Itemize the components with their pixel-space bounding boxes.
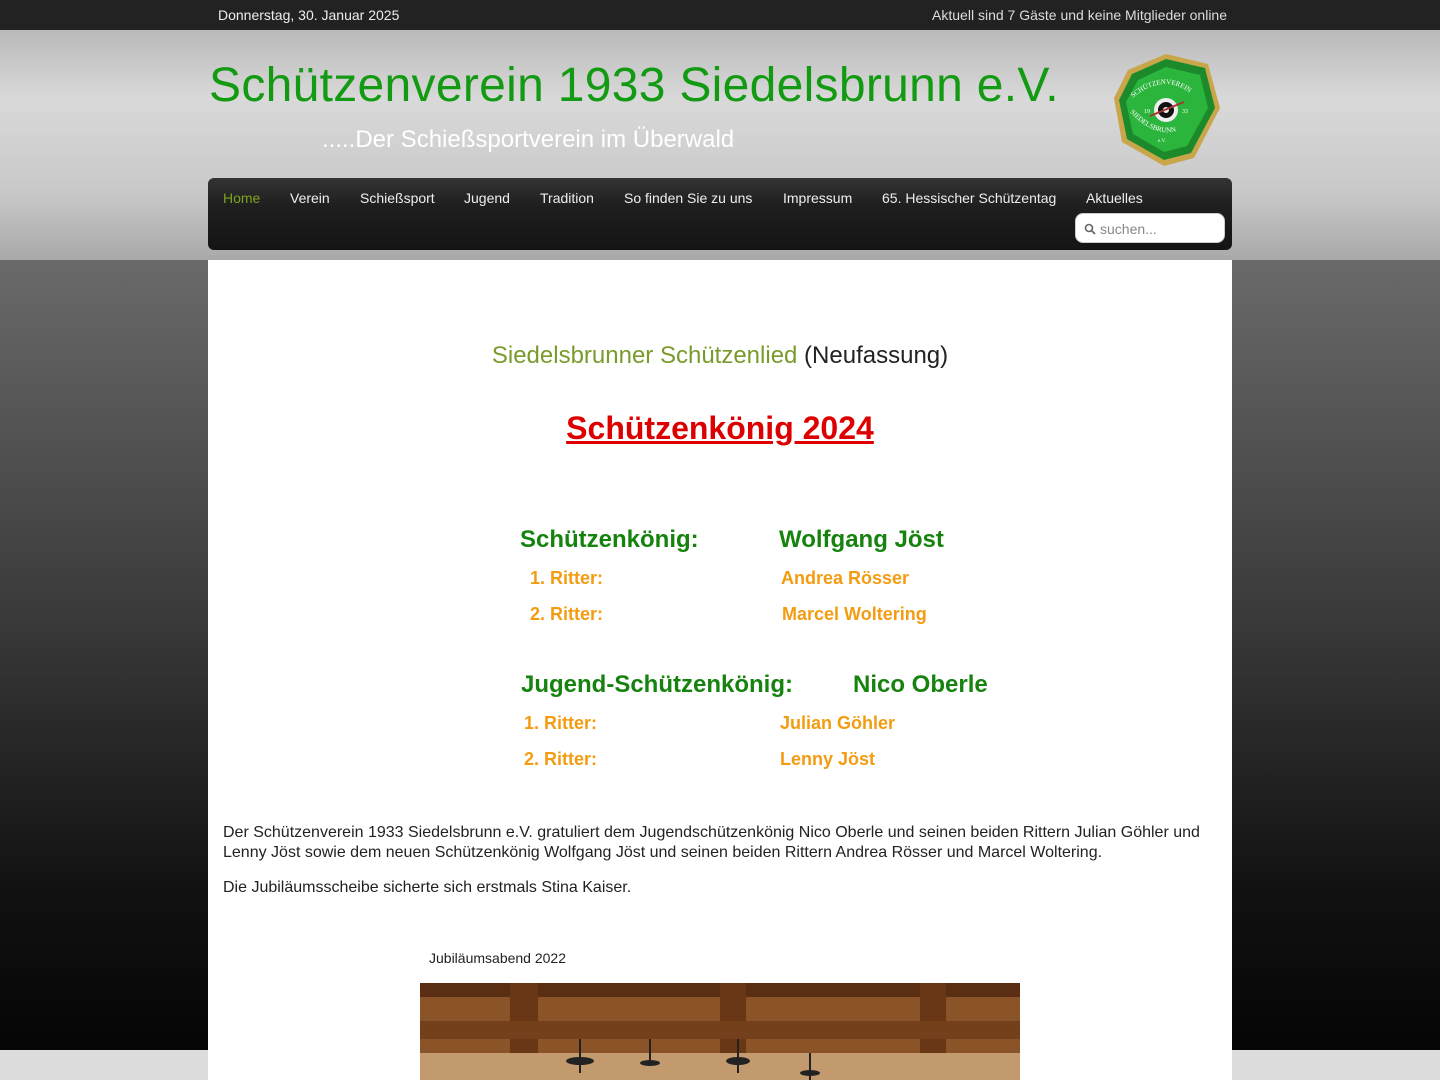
- site-title[interactable]: Schützenverein 1933 Siedelsbrunn e.V.: [209, 59, 1059, 112]
- search-input[interactable]: [1100, 219, 1218, 239]
- logo-year-left: 19: [1144, 109, 1150, 115]
- king-title: Schützenkönig 2024: [566, 410, 874, 446]
- nav-item-tradition[interactable]: Tradition: [540, 190, 594, 206]
- logo-ev: e.V.: [1158, 139, 1166, 144]
- nav-item-impressum[interactable]: Impressum: [783, 190, 853, 206]
- nav-item-so-finden-sie-zu-uns[interactable]: So finden Sie zu uns: [624, 190, 753, 206]
- site-header: [0, 30, 1440, 260]
- adult-knight2-name: Marcel Woltering: [782, 604, 927, 624]
- main-navigation: [208, 178, 1232, 250]
- jubilee-photo-illustration: [420, 983, 1020, 1080]
- main-content: [208, 260, 1232, 1080]
- youth-knight2-name: Lenny Jöst: [780, 749, 876, 769]
- adult-knight1-label: 1. Ritter:: [530, 568, 604, 588]
- song-suffix: (Neufassung): [797, 342, 949, 369]
- top-bar: [0, 0, 1440, 30]
- youth-knight2-label: 2. Ritter:: [524, 749, 598, 769]
- nav-item-jugend[interactable]: Jugend: [464, 190, 510, 206]
- youth-knight1-name: Julian Göhler: [780, 713, 896, 733]
- adult-knight1-name: Andrea Rösser: [781, 568, 910, 588]
- adult-knight2-label: 2. Ritter:: [530, 604, 604, 624]
- song-link[interactable]: Siedelsbrunner Schützenlied: [491, 342, 798, 369]
- current-date: Donnerstag, 30. Januar 2025: [218, 7, 400, 23]
- nav-item-hessischer-schuetzentag[interactable]: 65. Hessischer Schützentag: [882, 190, 1057, 206]
- youth-knight1-label: 1. Ritter:: [524, 713, 598, 733]
- youth-king-name: Nico Oberle: [853, 671, 988, 698]
- search-icon: [1084, 223, 1096, 235]
- youth-king-label: Jugend-Schützenkönig:: [521, 671, 793, 698]
- site-subtitle: .....Der Schießsportverein im Überwald: [322, 126, 735, 153]
- logo-year-right: 33: [1182, 109, 1188, 115]
- adult-king-name: Wolfgang Jöst: [779, 526, 944, 553]
- online-users-status: Aktuell sind 7 Gäste und keine Mitglieder online: [932, 7, 1227, 23]
- nav-item-schiesssport[interactable]: Schießsport: [360, 190, 435, 206]
- jubilee-photo[interactable]: [420, 983, 1020, 1080]
- nav-item-home[interactable]: Home: [223, 190, 261, 206]
- jubilee-paragraph: Die Jubiläumsscheibe sicherte sich erstmals Stina Kaiser.: [223, 879, 632, 896]
- club-shield-logo-icon[interactable]: [1108, 50, 1226, 170]
- logo-text-bottom: SIEDELSBRUNN: [1128, 107, 1177, 135]
- photo-caption: Jubiläumsabend 2022: [429, 950, 566, 966]
- search-box[interactable]: [1075, 213, 1225, 243]
- nav-item-verein[interactable]: Verein: [290, 190, 330, 206]
- song-line: [208, 342, 1232, 370]
- congratulation-paragraph: Der Schützenverein 1933 Siedelsbrunn e.V. gratuliert dem Jugendschützenkönig Nico Oberle und seinen beiden Rittern Julian Göhler und Lenny Jöst sowie dem neuen Schützenkönig Wolfgang Jöst und seinen beiden Rittern Andrea Rösser und Marcel Woltering.: [223, 824, 1200, 861]
- adult-king-label: Schützenkönig:: [520, 526, 699, 553]
- logo-text-top: SCHÜTZENVEREIN: [1129, 77, 1193, 100]
- nav-item-aktuelles[interactable]: Aktuelles: [1086, 190, 1143, 206]
